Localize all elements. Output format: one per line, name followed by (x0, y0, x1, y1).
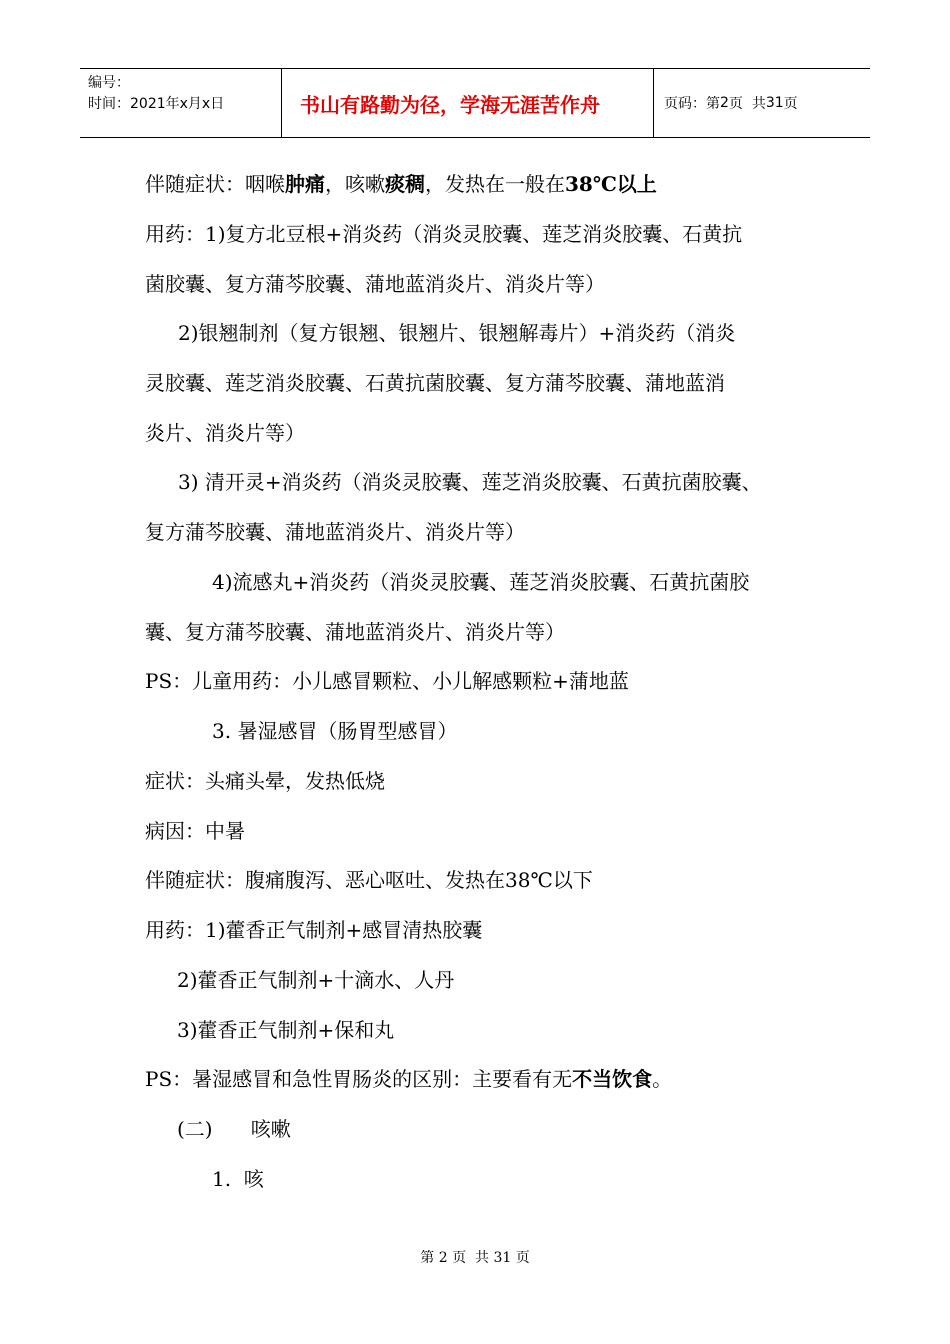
section-heading: 1. 咳 (212, 1167, 264, 1191)
document-number: 编号： (88, 75, 130, 91)
body-line: PS：儿童用药：小儿感冒颗粒、小儿解感颗粒+蒲地蓝 (145, 669, 629, 693)
body-line: PS：暑湿感冒和急性胃肠炎的区别：主要看有无不当饮食。 (145, 1067, 673, 1091)
header-page-number: 页码：第 2 页 共 31 页 (664, 95, 798, 112)
body-line: 3)藿香正气制剂+保和丸 (177, 1018, 395, 1042)
page-footer: 第 2 页 共 31 页 (420, 1250, 530, 1266)
page-header (80, 68, 870, 138)
body-line: 2)银翘制剂（复方银翘、银翘片、银翘解毒片）+消炎药（消炎 (178, 321, 736, 345)
header-meta (80, 69, 282, 137)
body-line: 病因：中暑 (145, 819, 245, 843)
body-line: 复方蒲芩胶囊、蒲地蓝消炎片、消炎片等） (145, 520, 525, 544)
body-line: 炎片、消炎片等） (145, 421, 305, 445)
body-line: 用药：1)藿香正气制剂+感冒清热胶囊 (145, 918, 483, 942)
body-line: 4)流感丸+消炎药（消炎灵胶囊、莲芝消炎胶囊、石黄抗菌胶 (212, 570, 750, 594)
section-heading: 3. 暑湿感冒（肠胃型感冒） (212, 719, 458, 743)
header-motto: 书山有路勤为径，学海无涯苦作舟 (282, 69, 654, 137)
body-line: 伴随症状：腹痛腹泻、恶心呕吐、发热在38℃以下 (145, 868, 593, 892)
document-date: 时间：2021年x月x日 (88, 96, 225, 112)
body-line: 菌胶囊、复方蒲芩胶囊、蒲地蓝消炎片、消炎片等） (145, 272, 605, 296)
body-line: 伴随症状：咽喉肿痛，咳嗽痰稠，发热在一般在38℃以上 (145, 172, 657, 196)
body-line: 2)藿香正气制剂+十滴水、人丹 (177, 968, 455, 992)
body-line: 用药：1)复方北豆根+消炎药（消炎灵胶囊、莲芝消炎胶囊、石黄抗 (145, 222, 743, 246)
body-line: 3) 清开灵+消炎药（消炎灵胶囊、莲芝消炎胶囊、石黄抗菌胶囊、 (178, 470, 762, 494)
body-line: 灵胶囊、莲芝消炎胶囊、石黄抗菌胶囊、复方蒲芩胶囊、蒲地蓝消 (145, 371, 725, 395)
body-line: 囊、复方蒲芩胶囊、蒲地蓝消炎片、消炎片等） (145, 620, 565, 644)
section-heading: (二) 咳嗽 (177, 1117, 291, 1141)
body-line: 症状：头痛头晕，发热低烧 (145, 769, 385, 793)
